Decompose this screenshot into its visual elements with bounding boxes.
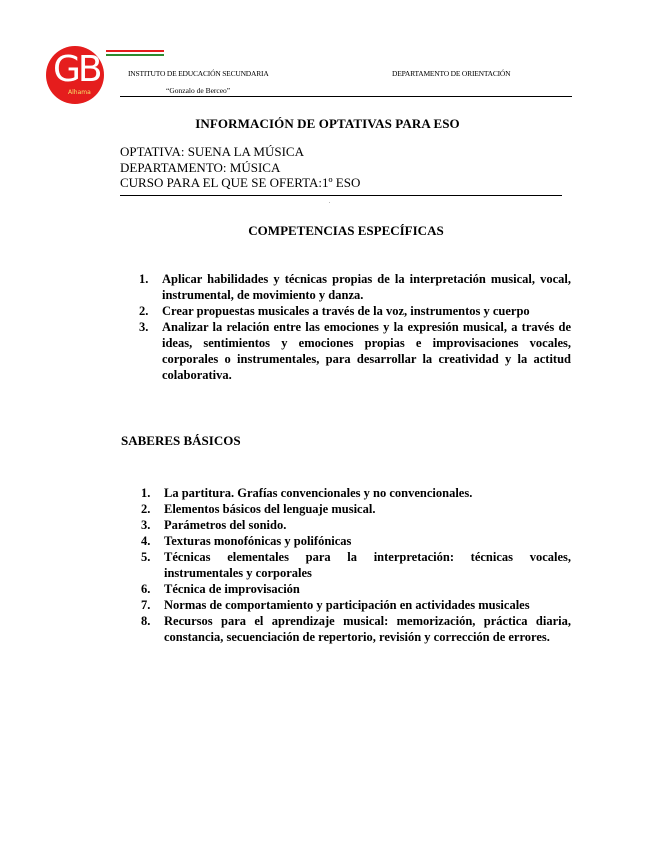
info-curso: CURSO PARA EL QUE SE OFERTA:1º ESO: [120, 175, 361, 190]
stray-mark: .: [329, 200, 331, 205]
header-school: INSTITUTO DE EDUCACIÓN SECUNDARIA: [128, 69, 269, 78]
list-item: 3. Parámetros del sonido.: [141, 518, 287, 532]
course-info: [120, 144, 360, 191]
list-item: 3. Analizar la relación entre las emociones y la expresión musical, a través de ideas, sentimientos y emociones propias e improvisaciones vocales, corporales o instrumentales, para desarrollar la creatividad y la actitud colaborativa.: [139, 320, 571, 382]
list-item: 8. Recursos para el aprendizaje musical: memorización, práctica diaria, constancia, secuenciación de repertorio, revisión y corrección de errores.: [141, 614, 571, 644]
list-item: 1. La partitura. Grafías convencionales y no convencionales.: [141, 486, 473, 500]
header-divider: [120, 96, 572, 97]
school-logo: [46, 46, 116, 106]
info-divider: [120, 195, 562, 196]
header-school-name: “Gonzalo de Berceo”: [166, 86, 231, 95]
logo-stripe-red: [106, 50, 164, 52]
list-item: 1. Aplicar habilidades y técnicas propias de la interpretación musical, vocal, instrumental, de movimiento y danza.: [139, 272, 571, 302]
list-item: 6. Técnica de improvisación: [141, 582, 300, 596]
page-title: INFORMACIÓN DE OPTATIVAS PARA ESO: [195, 116, 460, 131]
logo-stripes: [106, 50, 164, 58]
logo-subtext: Alhama: [68, 89, 91, 96]
saberes-title: SABERES BÁSICOS: [121, 433, 241, 448]
list-item: 4. Texturas monofónicas y polifónicas: [141, 534, 352, 548]
competencias-list: [139, 271, 571, 383]
list-item: 2. Elementos básicos del lenguaje musical.: [141, 502, 376, 516]
competencias-title: COMPETENCIAS ESPECÍFICAS: [248, 223, 444, 238]
logo-stripe-green: [106, 54, 164, 56]
logo-letters: GB: [53, 49, 100, 90]
header-department: DEPARTAMENTO DE ORIENTACIÓN: [392, 69, 511, 78]
saberes-list: [141, 485, 571, 645]
info-optativa: OPTATIVA: SUENA LA MÚSICA: [120, 144, 304, 159]
info-departamento: DEPARTAMENTO: MÚSICA: [120, 159, 281, 175]
list-item: 5. Técnicas elementales para la interpretación: técnicas vocales, instrumentales y corporales: [141, 550, 571, 580]
list-item: 7. Normas de comportamiento y participación en actividades musicales: [141, 598, 530, 612]
list-item: 2. Crear propuestas musicales a través de la voz, instrumentos y cuerpo: [139, 304, 530, 318]
